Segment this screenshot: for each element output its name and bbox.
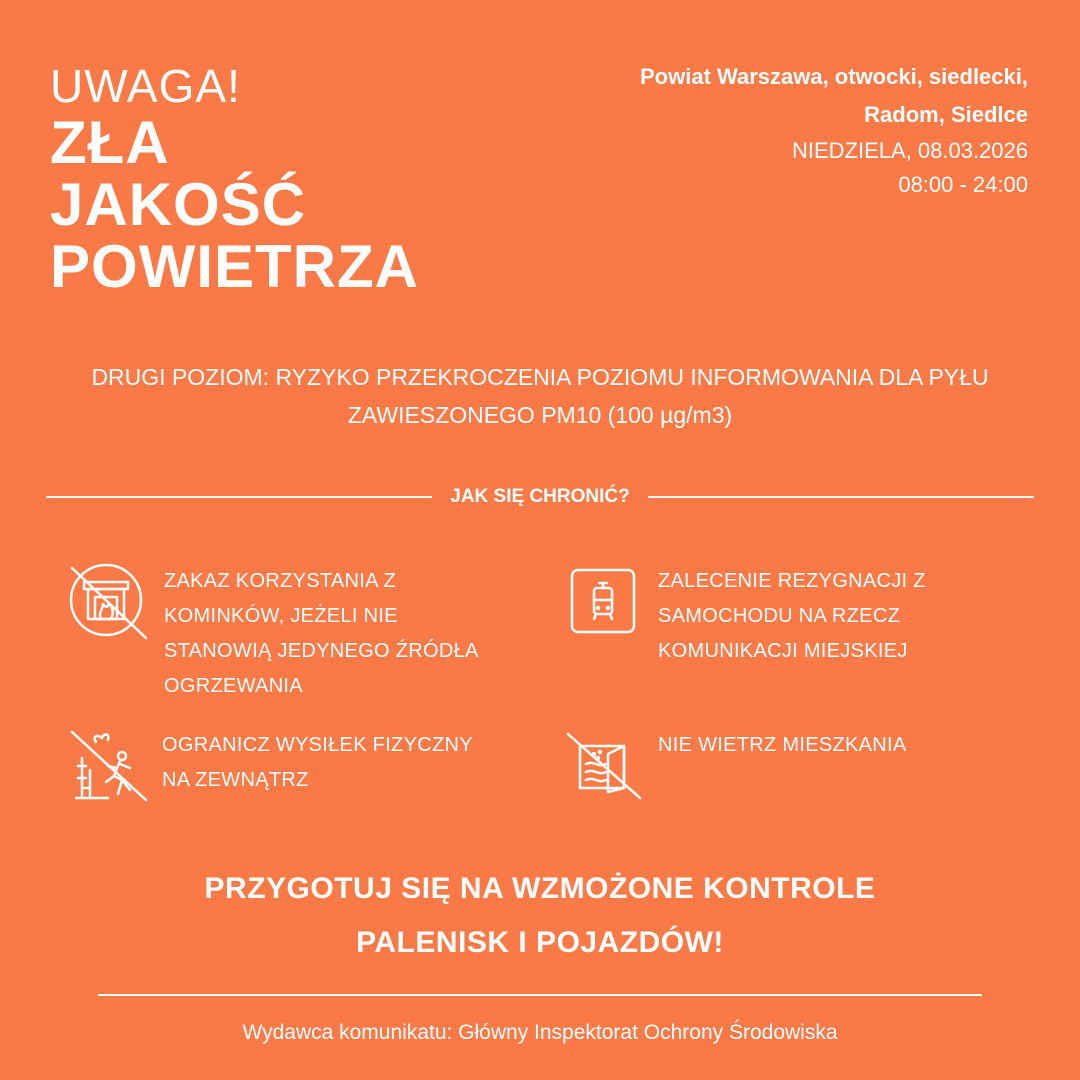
footer-divider (98, 994, 982, 996)
cta-line: PALENISK I POJAZDÓW! (356, 926, 724, 959)
no-fireplace-icon (68, 562, 150, 644)
level-line: ZAWIESZONEGO PM10 (100 µg/m3) (347, 402, 733, 428)
headline-line: POWIETRZA (50, 233, 419, 300)
recommendation-line: KOMINKÓW, JEŻELI NIE (164, 605, 398, 627)
recommendation-no-fireplace (164, 564, 479, 704)
divider-line-right (648, 496, 1034, 498)
recommendation-line: OGRANICZ WYSIŁEK FIZYCZNY (162, 734, 473, 756)
no-outdoor-exercise-icon (68, 728, 150, 804)
recommendation-line: NA ZEWNĄTRZ (162, 769, 309, 791)
alert-level-description (30, 358, 1050, 434)
recommendation-line: KOMUNIKACJI MIEJSKIEJ (658, 640, 908, 662)
divider-line-left (46, 496, 432, 498)
recommendation-line: ZAKAZ KORZYSTANIA Z (164, 570, 397, 592)
recommendation-public-transport (658, 564, 926, 669)
cta-line: PRZYGOTUJ SIĘ NA WZMOŻONE KONTROLE (204, 872, 876, 905)
headline-line: JAKOŚĆ (50, 171, 307, 238)
region-line: Radom, Siedlce (864, 102, 1028, 127)
region-list (508, 58, 1028, 134)
schedule-date: NIEDZIELA, 08.03.2026 (791, 138, 1028, 163)
headline-line: ZŁA (50, 109, 170, 176)
publisher-note: Wydawca komunikatu: Główny Inspektorat Ochrony Środowiska (242, 1021, 838, 1044)
page-title (50, 109, 419, 300)
recommendation-line: SAMOCHODU NA RZECZ (658, 605, 901, 627)
recommendation-line: OGRZEWANIA (164, 675, 303, 697)
public-transport-icon (570, 568, 636, 634)
call-to-action (40, 862, 1040, 970)
schedule (508, 134, 1028, 202)
no-window-ventilation-icon (564, 730, 644, 802)
section-title: JAK SIĘ CHRONIĆ? (450, 486, 630, 507)
recommendation-limit-exercise (162, 728, 473, 798)
recommendation-line: ZALECENIE REZYGNACJI Z (658, 570, 926, 592)
alert-label: UWAGA! (50, 60, 241, 112)
region-line: Powiat Warszawa, otwocki, siedlecki, (640, 64, 1028, 89)
schedule-hours: 08:00 - 24:00 (898, 172, 1028, 197)
recommendation-line: NIE WIETRZ MIESZKANIA (658, 734, 907, 756)
recommendation-no-ventilation (658, 728, 907, 763)
level-line: DRUGI POZIOM: RYZYKO PRZEKROCZENIA POZIOMU INFORMOWANIA DLA PYŁU (91, 364, 989, 390)
recommendation-line: STANOWIĄ JEDYNEGO ŹRÓDŁA (164, 640, 479, 662)
section-divider (46, 480, 1034, 514)
